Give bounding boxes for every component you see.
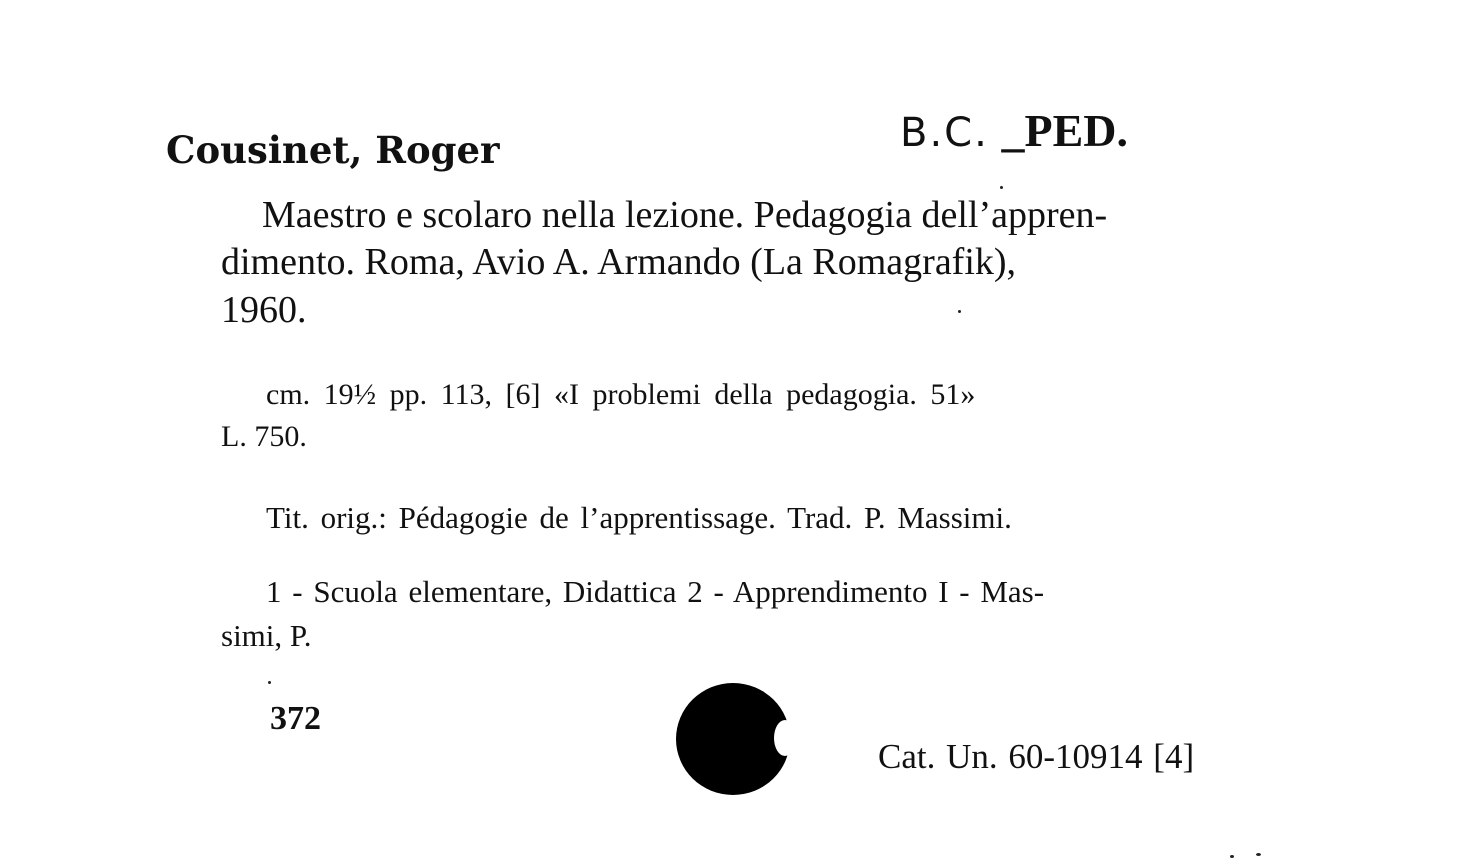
punch-hole [676,683,790,795]
classification-number: 372 [270,700,321,737]
punch-hole-notch [774,720,796,756]
subjects-line-1: 1 - Scuola elementare, Didattica 2 - Apprendimento I - Mas- [266,574,1045,609]
author-heading: Cousinet, Roger [166,128,500,172]
original-title-note: Tit. orig.: Pédagogie de l’apprentissage. Trad. P. Massimi. [266,500,1012,535]
dust-speck [1230,855,1234,858]
catalog-reference: Cat. Un. 60-10914 [4] [878,737,1195,776]
dust-speck [268,681,271,684]
title-line-3: 1960. [221,289,307,331]
dust-speck [1000,186,1003,189]
call-number [900,104,1128,157]
collation-line-1: cm. 19½ pp. 113, [6] «I problemi della pedagogia. 51» [266,378,976,411]
collation-line-2: L. 750. [221,420,307,453]
call-number-stamp: _PED. [1001,105,1129,156]
dust-speck [958,310,961,313]
subjects-line-2: simi, P. [221,618,312,653]
call-number-handwritten: B.C. [900,110,989,156]
dust-speck [1256,853,1261,856]
title-line-1: Maestro e scolaro nella lezione. Pedagogia dell’appren- [262,194,1108,236]
title-line-2: dimento. Roma, Avio A. Armando (La Romagrafik), [221,241,1017,283]
